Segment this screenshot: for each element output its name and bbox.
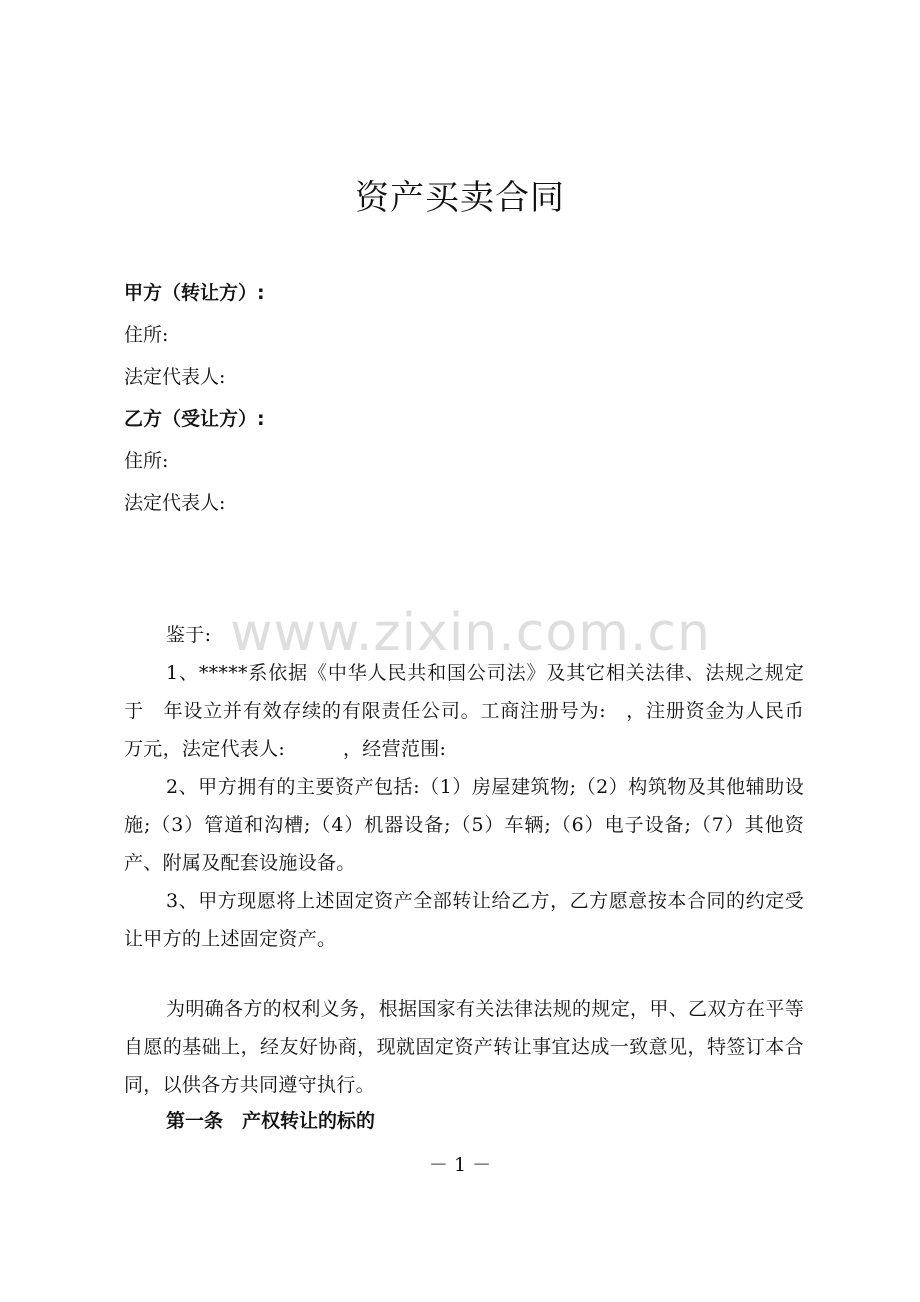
- recital-item-2: 2、甲方拥有的主要资产包括:（1）房屋建筑物;（2）构筑物及其他辅助设施;（3）管道和沟槽;（4）机器设备;（5）车辆;（6）电子设备;（7）其他资产、附属及配套设施设备。: [124, 776, 804, 874]
- recital-item-3: 3、甲方现愿将上述固定资产全部转让给乙方，乙方愿意按本合同的约定受让甲方的上述固定资产。: [124, 890, 804, 950]
- recitals-intro: 鉴于:: [166, 624, 212, 646]
- party-b-representative: 法定代表人:: [124, 492, 226, 514]
- party-b-label: 乙方（受让方）:: [124, 408, 265, 430]
- clause-1-heading: 第一条 产权转让的标的: [166, 1110, 376, 1132]
- preamble-section: [124, 990, 804, 1104]
- recital-item-1: 1、*****系依据《中华人民共和国公司法》及其它相关法律、法规之规定于 年设立并有效存续的有限责任公司。工商注册号为: ，注册资金为人民币 万元，法定代表人: ，经营范围:: [124, 662, 824, 760]
- page-number: － 1 －: [428, 1154, 492, 1176]
- watermark: www.zixin.com.cn: [230, 603, 711, 663]
- party-a-representative: 法定代表人:: [124, 366, 226, 388]
- recitals-section: [124, 616, 824, 958]
- party-a-address: 住所:: [124, 324, 169, 346]
- party-a-label: 甲方（转让方）:: [124, 282, 265, 304]
- party-b-address: 住所:: [124, 450, 169, 472]
- preamble-paragraph: 为明确各方的权利义务，根据国家有关法律法规的规定，甲、乙双方在平等自愿的基础上，经友好协商，现就固定资产转让事宜达成一致意见，特签订本合同，以供各方共同遵守执行。: [124, 998, 804, 1096]
- document-title: 资产买卖合同: [355, 178, 565, 218]
